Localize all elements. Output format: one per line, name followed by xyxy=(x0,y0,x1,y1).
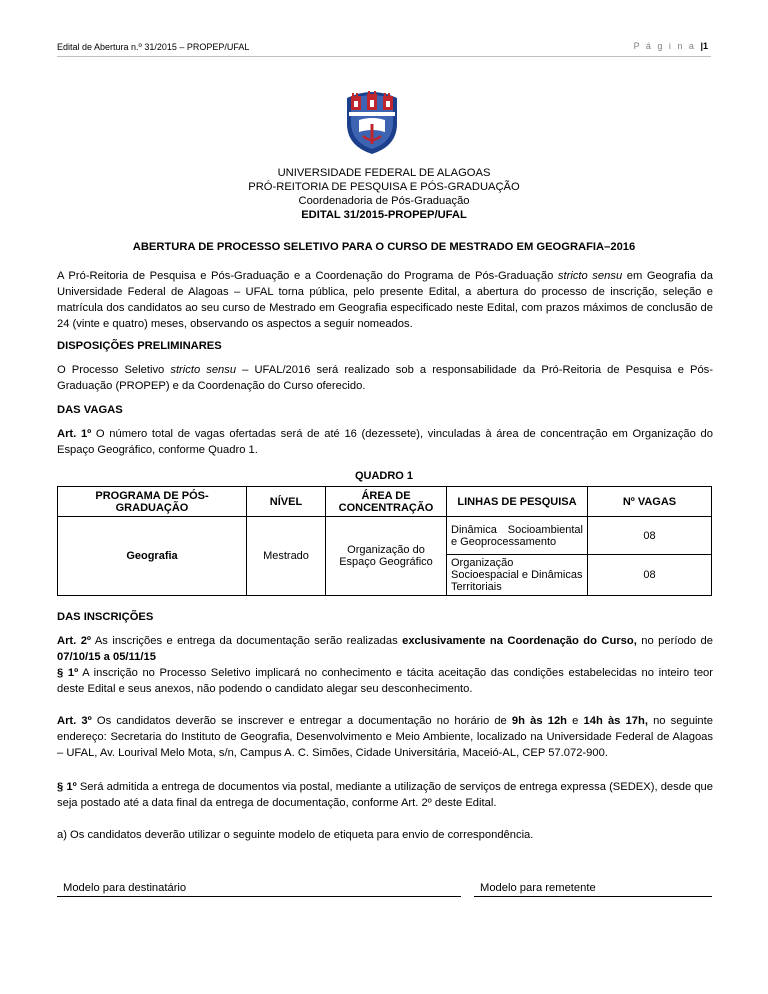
art1-text: O número total de vagas ofertadas será de até 16 (dezessete), vinculadas à área de concentração em Organização do Espaço Geográfico, conforme Quadro 1. xyxy=(57,428,713,456)
header-level: NÍVEL xyxy=(247,487,326,517)
art3-hours-morning: 9h às 12h xyxy=(511,715,567,727)
header-rule xyxy=(57,56,711,57)
preliminares-paragraph xyxy=(57,362,713,394)
document-title: ABERTURA DE PROCESSO SELETIVO PARA O CURSO DE MESTRADO EM GEOGRAFIA–2016 xyxy=(132,241,636,253)
table-row xyxy=(58,517,712,555)
coordination-name: Coordenadoria de Pós-Graduação xyxy=(298,195,470,207)
pro-rectorate-name: PRÓ-REITORIA DE PESQUISA E PÓS-GRADUAÇÃO xyxy=(248,181,520,193)
vacancies-table xyxy=(57,486,712,596)
art2-label: Art. 2º xyxy=(57,635,92,647)
page-number-block xyxy=(634,41,708,51)
header-area: ÁREA DE CONCENTRAÇÃO xyxy=(326,487,447,517)
header-research-lines: LINHAS DE PESQUISA xyxy=(447,487,588,517)
recipient-label-model: Modelo para destinatário xyxy=(57,882,461,897)
page-word: P á g i n a xyxy=(633,41,696,51)
intro-emphasis: stricto sensu xyxy=(557,270,623,282)
university-crest-logo xyxy=(343,88,401,154)
art1-label: Art. 1º xyxy=(57,428,92,440)
sender-label-model: Modelo para remetente xyxy=(474,882,712,897)
preliminares-text-1: O Processo Seletivo xyxy=(57,364,171,376)
cell-vacancies: 08 xyxy=(588,517,712,555)
par2-paragraph xyxy=(57,779,713,811)
section-title-preliminares: DISPOSIÇÕES PRELIMINARES xyxy=(57,340,222,352)
edital-number: EDITAL 31/2015-PROPEP/UFAL xyxy=(301,209,467,221)
art2-text-2: no período de xyxy=(636,635,713,647)
art3-label: Art. 3º xyxy=(57,715,92,727)
intro-text-1: A Pró-Reitoria de Pesquisa e Pós-Graduação e a Coordenação do Programa de Pós-Graduação xyxy=(57,270,558,282)
art3-text-1: Os candidatos deverão se inscrever e entregar a documentação no horário de xyxy=(91,715,512,727)
art3-and: e xyxy=(567,715,584,727)
art3-text-2: no seguinte endereço: Secretaria do Instituto de Geografia, Desenvolvimento e Meio Ambiente, localizado na Universidade Federal de Alagoas – UFAL, Av. Lourival Melo Mota, s/n, Campus A. C. Simões, Cidade Universitária, Maceió-AL, CEP 57.072-900. xyxy=(57,715,713,759)
par2-label: § 1º xyxy=(57,781,77,793)
cell-research-line: Organização Socioespacial e Dinâmicas Territoriais xyxy=(447,555,588,596)
art2-dates: 07/10/15 a 05/11/15 xyxy=(57,651,156,663)
par1-label: § 1º xyxy=(57,667,79,679)
running-header: Edital de Abertura n.º 31/2015 – PROPEP/UFAL xyxy=(57,42,250,52)
art3-paragraph xyxy=(57,713,713,761)
cell-research-line: Dinâmica Socioambiental e Geoprocessamento xyxy=(447,517,588,555)
page-number: 1 xyxy=(702,41,708,51)
preliminares-emphasis: stricto sensu xyxy=(170,364,237,376)
section-title-inscricoes: DAS INSCRIÇÕES xyxy=(57,611,154,623)
art3-hours-afternoon: 14h às 17h, xyxy=(583,715,648,727)
section-title-vagas: DAS VAGAS xyxy=(57,404,123,416)
par2-text: Será admitida a entrega de documentos via postal, mediante a utilização de serviços de entrega expressa (SEDEX), desde que seja postado até a data final da entrega de documentação, conforme Art. 2º deste Edital. xyxy=(57,781,713,809)
item-a-paragraph: a) Os candidatos deverão utilizar o seguinte modelo de etiqueta para envio de correspondência. xyxy=(57,829,534,841)
header-program: PROGRAMA DE PÓS-GRADUAÇÃO xyxy=(58,487,247,517)
header-vacancies: Nº VAGAS xyxy=(588,487,712,517)
intro-paragraph xyxy=(57,268,713,332)
table-caption: QUADRO 1 xyxy=(354,470,414,482)
intro-text-2: em Geografia da Universidade Federal de Alagoas – UFAL torna pública, pelo presente Edital, a abertura do processo de inscrição, seleção e matrícula dos candidatos ao seu curso de Mestrado em Geografia especificado neste Edital, com prazos máximos de conclusão de 24 (vinte e quatro) meses, observando os aspectos a seguir nomeados. xyxy=(57,270,713,330)
art2-emphasis: exclusivamente na Coordenação do Curso, xyxy=(402,635,637,647)
preliminares-text-2: – UFAL/2016 será realizado sob a responsabilidade da Pró-Reitoria de Pesquisa e Pós-Graduação (PROPEP) e da Coordenação do Curso oferecido. xyxy=(57,364,713,392)
art1-paragraph xyxy=(57,426,713,458)
table-header-row xyxy=(58,487,712,517)
cell-vacancies: 08 xyxy=(588,555,712,596)
art2-text-1: As inscrições e entrega da documentação serão realizadas xyxy=(91,635,403,647)
institution-name: UNIVERSIDADE FEDERAL DE ALAGOAS xyxy=(277,167,491,179)
par1-text: A inscrição no Processo Seletivo implicará no conhecimento e tácita aceitação das condições estabelecidas no inteiro teor deste Edital e seus anexos, não podendo o candidato alegar seu desconhecimento. xyxy=(57,667,713,695)
cell-level: Mestrado xyxy=(247,517,326,596)
art2-paragraph xyxy=(57,633,713,697)
page-separator: | xyxy=(700,41,703,51)
cell-program: Geografia xyxy=(58,517,247,596)
cell-area: Organização do Espaço Geográfico xyxy=(326,517,447,596)
